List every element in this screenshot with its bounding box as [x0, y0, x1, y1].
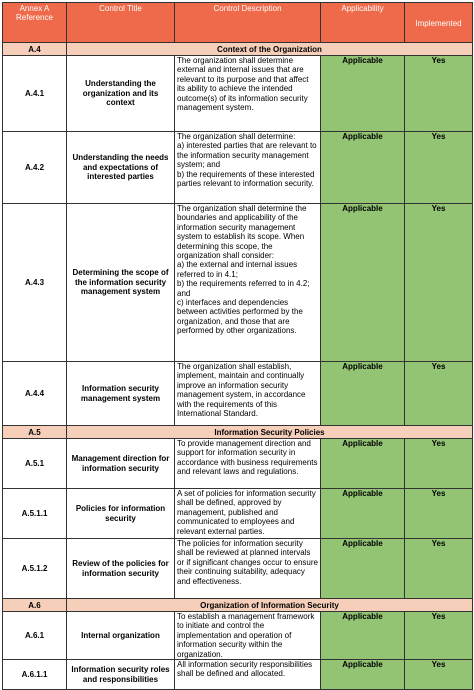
- control-description: [175, 204, 321, 362]
- table-row: [3, 489, 473, 539]
- control-description: [175, 132, 321, 204]
- description-line: b) the requirements of these interested parties relevant to information security.: [177, 169, 315, 189]
- applicability-cell: Applicable: [321, 612, 405, 660]
- description-line: All information security responsibilities shall be defined and allocated.: [177, 660, 313, 679]
- header-ref: Annex A Reference: [3, 3, 67, 43]
- description-line: To provide management direction and support for information security in accordance with business requirements and relevant laws and regulations.: [177, 439, 318, 477]
- description-line: The organization shall determine:: [177, 132, 296, 141]
- control-title: Information security management system: [67, 362, 175, 426]
- control-title: Understanding the organization and its context: [67, 56, 175, 132]
- control-title: Determining the scope of the information security management system: [67, 204, 175, 362]
- header-title: Control Title: [67, 3, 175, 43]
- implemented-cell: Yes: [405, 56, 473, 132]
- applicability-cell: Applicable: [321, 539, 405, 599]
- table-body: [3, 43, 473, 690]
- applicability-cell: Applicable: [321, 489, 405, 539]
- control-description: [175, 612, 321, 660]
- control-ref: A.5.1: [3, 439, 67, 489]
- applicability-cell: Applicable: [321, 660, 405, 690]
- implemented-cell: Yes: [405, 132, 473, 204]
- control-description: [175, 660, 321, 690]
- implemented-cell: Yes: [405, 439, 473, 489]
- control-ref: A.4.2: [3, 132, 67, 204]
- table-row: [3, 132, 473, 204]
- description-line: a) interested parties that are relevant to the information security management system; and: [177, 141, 317, 170]
- table-row: [3, 539, 473, 599]
- header-row: [3, 3, 473, 43]
- implemented-cell: Yes: [405, 362, 473, 426]
- description-line: The policies for information security shall be reviewed at planned intervals or if significant changes occur to ensure their continuing suitability, adequacy and effectiveness.: [177, 539, 318, 586]
- description-line: c) interfaces and dependencies between activities performed by the organization, and those that are performed by other organizations.: [177, 298, 303, 336]
- control-ref: A.4.4: [3, 362, 67, 426]
- control-title: Understanding the needs and expectations of interested parties: [67, 132, 175, 204]
- implemented-cell: Yes: [405, 660, 473, 690]
- table-row: [3, 439, 473, 489]
- description-line: a) the external and internal issues referred to in 4.1;: [177, 260, 298, 279]
- section-row: [3, 599, 473, 612]
- header-implemented: Implemented: [405, 3, 473, 43]
- control-ref: A.4.3: [3, 204, 67, 362]
- control-title: Review of the policies for information security: [67, 539, 175, 599]
- table-row: [3, 204, 473, 362]
- section-title: Organization of Information Security: [67, 599, 473, 612]
- control-description: [175, 439, 321, 489]
- section-ref: A.4: [3, 43, 67, 56]
- control-ref: A.5.1.2: [3, 539, 67, 599]
- header-applicability: Applicability: [321, 3, 405, 43]
- control-title: Policies for information security: [67, 489, 175, 539]
- table-row: [3, 56, 473, 132]
- implemented-cell: Yes: [405, 539, 473, 599]
- description-line: The organization shall determine external and internal issues that are relevant to its purpose and that affect its ability to achieve the intended outcome(s) of its information security management system.: [177, 56, 309, 113]
- table-row: [3, 362, 473, 426]
- control-ref: A.4.1: [3, 56, 67, 132]
- control-ref: A.5.1.1: [3, 489, 67, 539]
- applicability-cell: Applicable: [321, 362, 405, 426]
- section-row: [3, 43, 473, 56]
- description-line: The organization shall determine the boundaries and applicability of the information security management system to establish its scope. When determining this scope, the organization shall consider:: [177, 204, 307, 261]
- control-title: Management direction for information security: [67, 439, 175, 489]
- table-row: [3, 612, 473, 660]
- description-line: To establish a management framework to initiate and control the implementation and operation of information security within the organization.: [177, 612, 315, 659]
- section-ref: A.6: [3, 599, 67, 612]
- control-title: Information security roles and responsibilities: [67, 660, 175, 690]
- section-title: Information Security Policies: [67, 426, 473, 439]
- control-ref: A.6.1: [3, 612, 67, 660]
- section-title: Context of the Organization: [67, 43, 473, 56]
- implemented-cell: Yes: [405, 489, 473, 539]
- applicability-cell: Applicable: [321, 132, 405, 204]
- implemented-cell: Yes: [405, 612, 473, 660]
- control-description: [175, 56, 321, 132]
- control-title: Internal organization: [67, 612, 175, 660]
- control-description: [175, 539, 321, 599]
- section-row: [3, 426, 473, 439]
- header-desc: Control Description: [175, 3, 321, 43]
- control-ref: A.6.1.1: [3, 660, 67, 690]
- controls-table: [2, 2, 473, 690]
- description-line: b) the requirements referred to in 4.2; and: [177, 279, 310, 298]
- control-description: [175, 489, 321, 539]
- control-description: [175, 362, 321, 426]
- table-row: [3, 660, 473, 690]
- implemented-cell: Yes: [405, 204, 473, 362]
- applicability-cell: Applicable: [321, 204, 405, 362]
- applicability-cell: Applicable: [321, 56, 405, 132]
- description-line: A set of policies for information security shall be defined, approved by management, published and communicated to employees and relevant external parties.: [177, 489, 316, 536]
- section-ref: A.5: [3, 426, 67, 439]
- applicability-cell: Applicable: [321, 439, 405, 489]
- description-line: The organization shall establish, implement, maintain and continually improve an information security management system, in accordance with the requirements of this International Standard.: [177, 362, 306, 419]
